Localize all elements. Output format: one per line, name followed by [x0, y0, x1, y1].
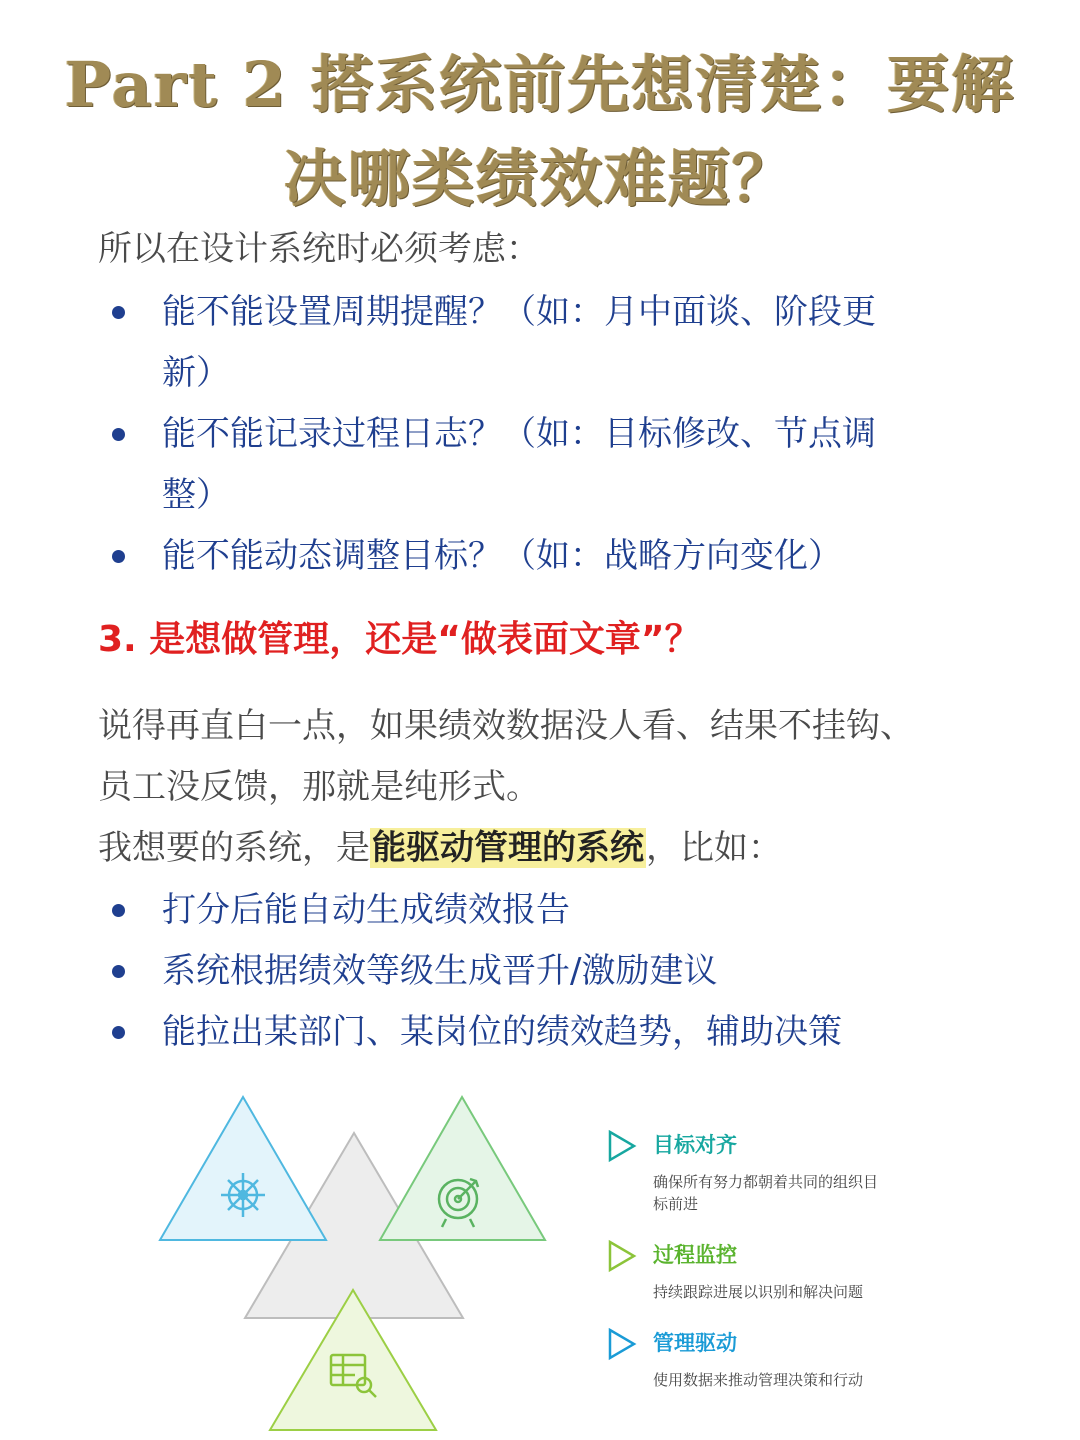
legend-card-title: 管理驱动 — [653, 1331, 737, 1355]
legend-card-process-monitoring — [605, 1235, 935, 1303]
legend-card-desc-line-1: 持续跟踪进展以识别和解决问题 — [653, 1283, 864, 1301]
legend-card-desc-line-1: 使用数据来推动管理决策和行动 — [653, 1371, 864, 1389]
legend-card-desc — [653, 1369, 935, 1391]
consideration-list — [110, 282, 940, 587]
paragraph-line-2: 员工没反馈，那就是纯形式。 — [98, 767, 540, 807]
list-item: 系统根据绩效等级生成晋升/激励建议 — [110, 941, 940, 1002]
list-item — [110, 526, 940, 587]
highlight-text: 能驱动管理的系统 — [372, 828, 644, 868]
legend-card-management-drive — [605, 1323, 935, 1391]
legend-card-desc-line-1: 确保所有努力都朝着共同的组织目 — [653, 1173, 879, 1191]
legend-cards — [605, 1125, 935, 1411]
legend-card-desc — [653, 1281, 935, 1303]
list-item-line-1: 能不能设置周期提醒？（如：月中面谈、阶段更 — [162, 292, 876, 332]
list-item — [110, 404, 940, 526]
paragraph-line-1: 说得再直白一点，如果绩效数据没人看、结果不挂钩、 — [98, 706, 914, 746]
paragraph-text-before: 我想要的系统，是 — [98, 828, 370, 868]
triangle-diagram — [150, 1085, 570, 1435]
list-item — [110, 282, 940, 404]
paragraph-1 — [98, 696, 978, 818]
title-line-2: 决哪类绩效难题？ — [283, 142, 796, 215]
legend-card-title: 目标对齐 — [653, 1133, 737, 1157]
legend-card-desc — [653, 1171, 935, 1215]
play-triangle-icon — [607, 1129, 637, 1163]
legend-card-title: 过程监控 — [653, 1243, 737, 1267]
list-item-line-1: 能不能记录过程日志？（如：目标修改、节点调 — [162, 414, 876, 454]
legend-card-goal-alignment — [605, 1125, 935, 1215]
paragraph-2 — [98, 818, 978, 879]
play-triangle-icon — [607, 1239, 637, 1273]
paragraph-text-after: ，比如： — [646, 828, 782, 868]
section-heading: 3. 是想做管理，还是“做表面文章”？ — [98, 619, 701, 660]
title-line-1: Part 2 搭系统前先想清楚：要解 — [64, 48, 1016, 121]
blue-triangle — [160, 1097, 326, 1240]
play-triangle-icon — [607, 1327, 637, 1361]
list-item: 打分后能自动生成绩效报告 — [110, 880, 940, 941]
legend-card-desc-line-2: 标前进 — [653, 1195, 699, 1213]
list-item-line-1: 能不能动态调整目标？（如：战略方向变化） — [162, 536, 842, 576]
example-list — [110, 880, 940, 1063]
list-item: 能拉出某部门、某岗位的绩效趋势，辅助决策 — [110, 1002, 940, 1063]
intro-text: 所以在设计系统时必须考虑： — [98, 229, 540, 269]
page-title — [0, 38, 1080, 226]
list-item-line-2: 整） — [162, 475, 230, 515]
list-item-line-2: 新） — [162, 353, 230, 393]
